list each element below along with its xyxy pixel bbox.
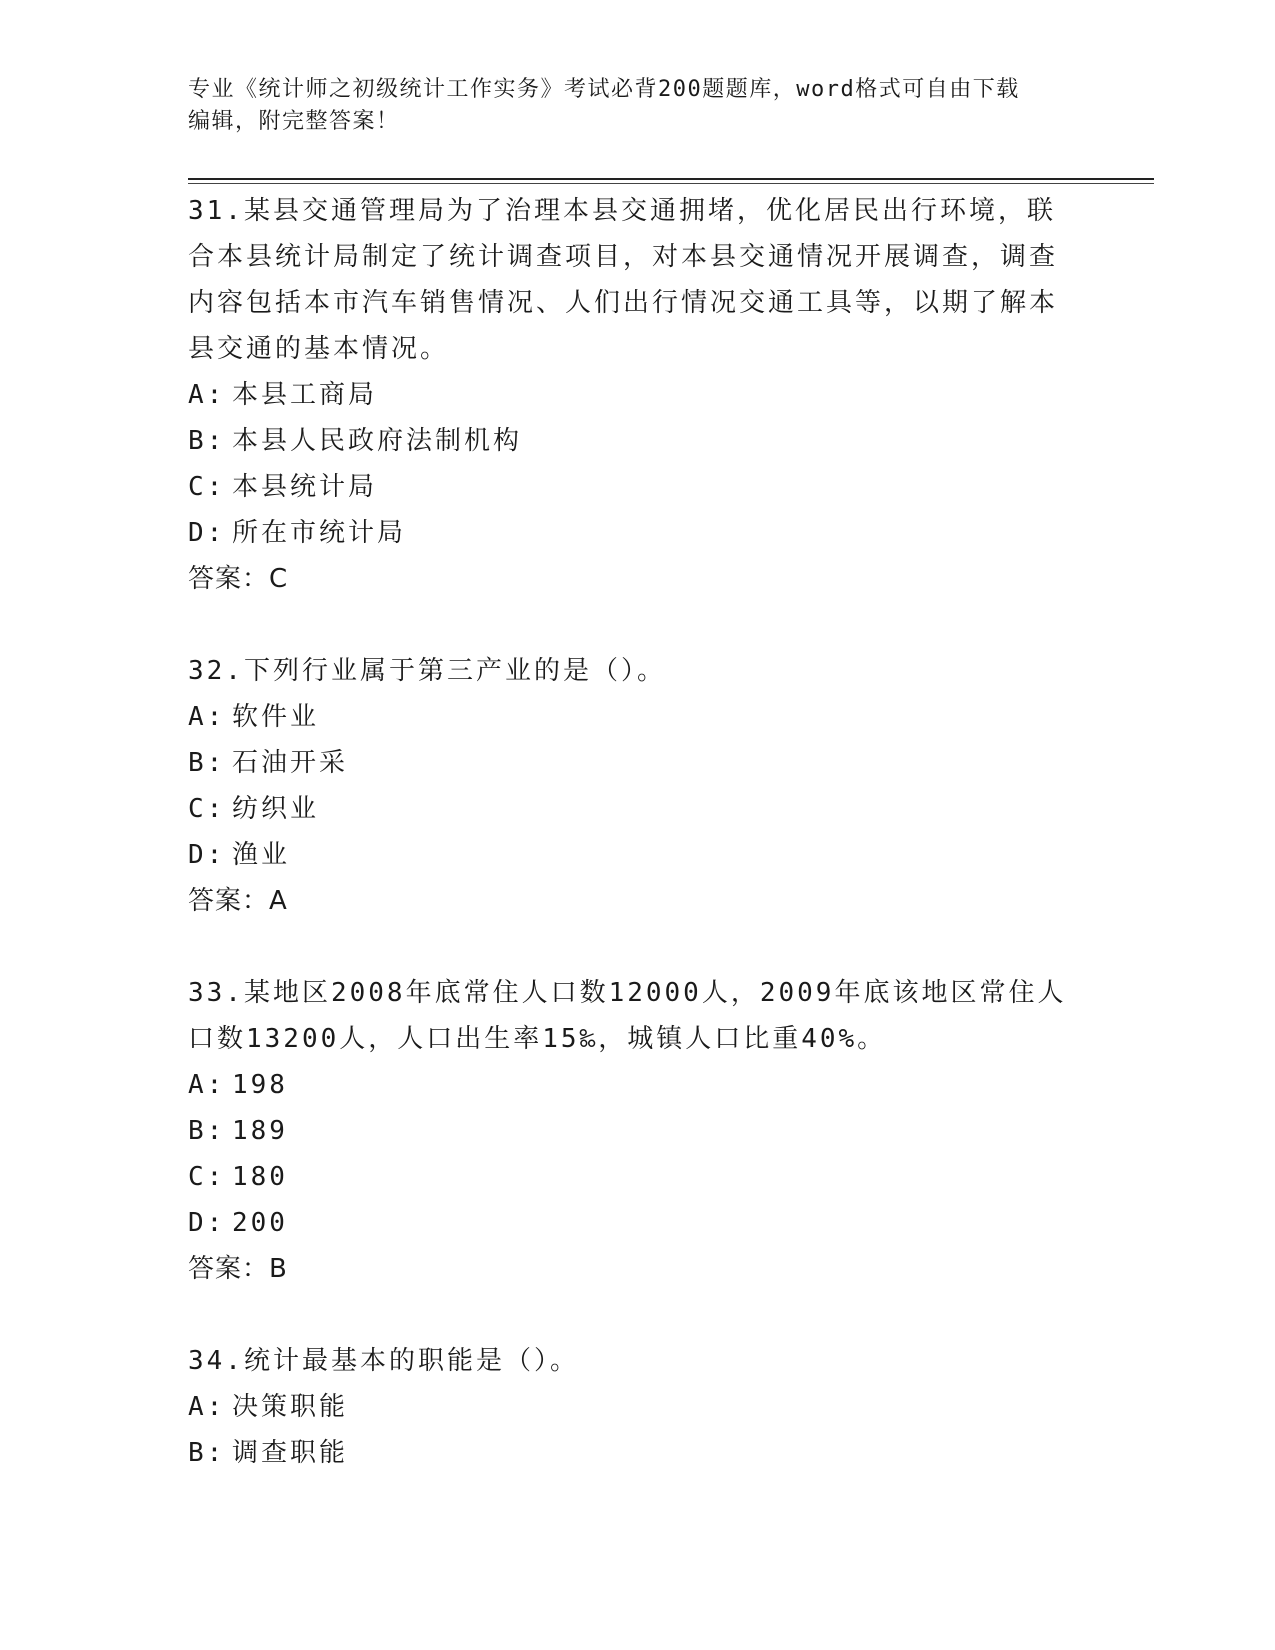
question-32 — [188, 648, 1088, 924]
option-letter: C: — [188, 794, 226, 824]
option-letter: B: — [188, 426, 226, 456]
option-letter: C: — [188, 472, 226, 502]
option-letter: D: — [188, 1208, 226, 1238]
option-letter: B: — [188, 748, 226, 778]
answer-line: 答案：B — [188, 1254, 288, 1284]
question-stem: 34.统计最基本的职能是（）。 — [188, 1346, 579, 1376]
header-title-line-2: 编辑，附完整答案！ — [188, 109, 400, 134]
option-text: 决策职能 — [232, 1392, 349, 1422]
option-text: 本县人民政府法制机构 — [232, 426, 523, 456]
question-31 — [188, 188, 1088, 602]
option-text: 渔业 — [232, 840, 291, 870]
option-text: 调查职能 — [232, 1438, 349, 1468]
option-letter: D: — [188, 840, 226, 870]
option-text: 软件业 — [232, 702, 320, 732]
option-a — [188, 694, 1088, 740]
option-text: 石油开采 — [232, 748, 349, 778]
option-letter: D: — [188, 518, 226, 548]
option-text: 纺织业 — [232, 794, 320, 824]
option-c — [188, 1154, 1088, 1200]
option-letter: C: — [188, 1162, 226, 1192]
header-divider-thick — [188, 178, 1154, 180]
option-text: 所在市统计局 — [232, 518, 407, 548]
question-33 — [188, 970, 1088, 1292]
option-text: 198 — [232, 1070, 288, 1100]
option-c — [188, 786, 1088, 832]
header-divider-thin — [188, 183, 1154, 184]
option-letter: B: — [188, 1438, 226, 1468]
answer-line: 答案：C — [188, 564, 289, 594]
question-34 — [188, 1338, 1088, 1476]
question-stem: 32.下列行业属于第三产业的是（）。 — [188, 656, 666, 686]
option-a — [188, 1384, 1088, 1430]
option-d — [188, 510, 1088, 556]
question-stem: 31.某县交通管理局为了治理本县交通拥堵，优化居民出行环境，联合本县统计局制定了统计调查项目，对本县交通情况开展调查，调查内容包括本市汽车销售情况、人们出行情况交通工具等，以期了解本县交通的基本情况。 — [188, 196, 1059, 364]
option-b — [188, 740, 1088, 786]
option-text: 本县统计局 — [232, 472, 378, 502]
option-letter: A: — [188, 702, 226, 732]
question-stem: 33.某地区2008年底常住人口数12000人，2009年底该地区常住人口数13200人，人口出生率15‰，城镇人口比重40%。 — [188, 978, 1067, 1054]
option-b — [188, 1108, 1088, 1154]
option-text: 189 — [232, 1116, 288, 1146]
option-b — [188, 1430, 1088, 1476]
answer-line: 答案：A — [188, 886, 288, 916]
question-list — [188, 188, 1088, 1476]
option-letter: A: — [188, 1070, 226, 1100]
option-a — [188, 372, 1088, 418]
option-b — [188, 418, 1088, 464]
option-letter: A: — [188, 380, 226, 410]
option-c — [188, 464, 1088, 510]
header-title-line-1: 专业《统计师之初级统计工作实务》考试必背200题题库，word格式可自由下载 — [188, 77, 1020, 102]
option-d — [188, 832, 1088, 878]
option-letter: A: — [188, 1392, 226, 1422]
option-d — [188, 1200, 1088, 1246]
document-header — [188, 74, 1068, 138]
option-letter: B: — [188, 1116, 226, 1146]
option-a — [188, 1062, 1088, 1108]
option-text: 本县工商局 — [232, 380, 378, 410]
option-text: 200 — [232, 1208, 288, 1238]
option-text: 180 — [232, 1162, 288, 1192]
